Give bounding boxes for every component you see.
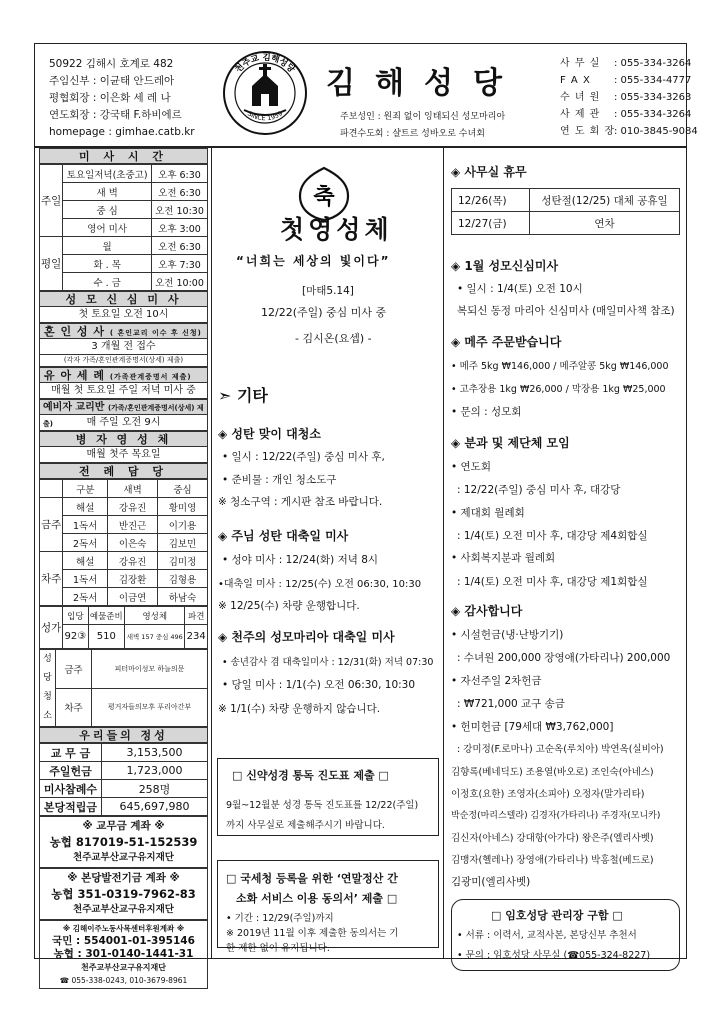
sunday-label: 주일 [40,165,63,237]
thanks-line: 김신자(아네스) 강대항(아가다) 왕은주(엘리사벳) [451,833,654,844]
mass-name: 토요일저녁(초중고) [63,165,152,183]
server: 하남숙 [158,588,208,606]
offerings-table [39,743,208,816]
meju-order-line: • 메주 5kg ₩146,000 / 메주알콩 5kg ₩146,000 [451,361,669,372]
offering-label: 주일헌금 [40,762,102,780]
contact-list [560,55,698,140]
thanks-line: • 시설헌금(냉·난방기기) [451,629,564,641]
sick-title: 병 자 영 성 체 [39,431,208,447]
next-week-label: 차주 [40,552,63,606]
col-head: 중심 [158,480,208,498]
role: 2독서 [63,534,108,552]
role: 1독서 [63,516,108,534]
parish-info [49,56,195,141]
role: 2독서 [63,588,108,606]
thanks-line: : ₩721,000 교구 송금 [457,698,565,710]
servers-table [39,479,208,606]
council-president: 평협회장 : 이은화 세 레 나 [49,92,171,104]
tax-consent-line: ※ 2019년 11월 이후 제출한 동의서는 기 [226,928,399,939]
prep-title: 예비자 교리반 (가족/혼인관계증명서(상세) 제출) [39,399,208,415]
mary-feast-line: • 당일 미사 : 1/1(수) 오전 06:30, 10:30 [222,679,416,691]
seal-bottom-text: SINCE 1959 [245,109,285,123]
contact-rectory: 사 제 관 : 055-334-3264 [560,109,692,120]
tax-consent-line: • 기간 : 12/29(주일)까지 [226,913,334,924]
this-week-label: 금주 [40,498,63,552]
server: 김형용 [158,570,208,588]
closed-date: 12/27(금) [452,212,530,235]
offering-value: 645,697,980 [102,798,208,816]
office-closed-table [451,188,680,235]
mary-feast-line: • 송년감사 겸 대축일미사 : 12/31(화) 저녁 07:30 [222,657,434,668]
mass-time: 오후 7:30 [152,255,208,273]
offering-value: 258명 [102,780,208,798]
mass-name: 중 심 [63,201,152,219]
homepage-link[interactable]: homepage : gimhae.catb.kr [49,126,195,138]
manager-wanted-title: □ 임호성당 관리장 구함 □ [491,909,623,922]
christmas-line: • 성야 미사 : 12/24(화) 저녁 8시 [222,554,379,566]
mass-name: 화 . 목 [63,255,152,273]
hymn-number: 234 [185,625,208,649]
first-sat-title: 성 모 신 심 미 사 [39,291,208,307]
hymn-head: 영성체 [125,607,185,625]
thanks-line: 박순정(마리스텔라) 김경자(가타리나) 주경자(모니카) [451,811,661,821]
scripture-quote: “너희는 세상의 빛이다” [236,254,391,268]
cleanup-line: • 일시 : 12/22(주일) 중심 미사 후, [222,451,385,463]
thanks-line: 김향록(베네딕도) 조용열(바오로) 조인숙(아네스) [451,767,654,778]
weekday-label: 평일 [40,237,63,291]
cleaning-table [39,649,208,727]
infant-info: 매월 첫 토요일 주일 저녁 미사 중 [39,383,208,399]
offering-label: 미사참례수 [40,780,102,798]
development-account: ※ 본당발전기금 계좌 ※ 농협 351-0319-7962-83 천주교부산교구유지재단 [39,868,208,920]
col-head: 구분 [63,480,108,498]
mass-times-table [39,164,208,291]
contact-office: 사 무 실 : 055-334-3264 [560,58,692,69]
thanks-line: 김맹자(헬레나) 장영애(가타리나) 박홍철(베드로) [451,855,654,866]
server: 강유진 [108,498,158,516]
server: 반진근 [108,516,158,534]
meju-order-title: ◈ 메주 주문받습니다 [451,335,562,349]
col-head: 새벽 [108,480,158,498]
hymn-number: 새벽 157 중심 496 [125,625,185,649]
group-meeting-line: : 1/4(토) 오전 미사 후, 대강당 제4회합실 [457,530,648,542]
thanks-line: 이정호(요한) 조영자(소피아) 오정자(말가리타) [451,789,645,800]
bible-reading-title: □ 신약성경 통독 진도표 제출 □ [232,769,389,782]
hymn-number: 92③ [63,625,88,649]
scripture-ref: [마태5.14] [302,285,354,297]
mass-time: 오전 6:30 [152,183,208,201]
server: 김보민 [158,534,208,552]
hymn-head: 예물준비 [88,607,125,625]
cleanup-line: ※ 청소구역 : 게시판 참조 바랍니다. [218,496,383,508]
cleaning-group: 평거자들의모후 푸리아간부 [92,688,208,727]
role: 해설 [63,498,108,516]
closed-reason: 연차 [530,212,680,235]
server: 이금연 [108,588,158,606]
mass-times-title: 미 사 시 간 [39,148,208,164]
mass-name: 수 . 금 [63,273,152,291]
mass-time: 오후 6:30 [152,165,208,183]
thanks-line: 김광미(엘리사벳) [451,876,531,888]
migrant-center-account: ※ 김해이주노동사목센터후원계좌 ※ 국민 : 554001-01-395146 농협 : 301-0140-1441-31 천주교부산교구유지재단 ☎ 055-338-0243, 010-3679-8961 [39,920,208,989]
offering-value: 3,153,500 [102,744,208,762]
group-meetings-title: ◈ 분과 및 제단체 모임 [451,436,570,450]
infant-title: 유 아 세 례 (가족관계증명서 제출) [39,367,208,383]
office-closed-title: ◈ 사무실 휴무 [451,165,527,179]
tax-consent-title-1: □ 국세청 등록을 위한 ‘연말정산 간 [226,872,398,885]
offering-label: 교 무 금 [40,744,102,762]
hymns-label: 성가 [40,607,63,649]
cleanup-line: • 준비물 : 개인 청소도구 [222,474,337,486]
server: 이기용 [158,516,208,534]
left-column [39,148,208,989]
communicant-name: - 김시온(요셉) - [295,332,372,345]
servers-title: 전 례 담 당 [39,463,208,479]
mass-time: 오후 3:00 [152,219,208,237]
offering-value: 1,723,000 [102,762,208,780]
group-meeting-line: • 제대회 월례회 [451,507,525,519]
cleaning-week: 금주 [56,650,92,689]
communion-title: 첫영성체 [280,215,393,244]
offerings-title: 우리들의 정성 [39,727,208,743]
role: 1독서 [63,570,108,588]
jan-mary-mass-title: ◈ 1월 성모신심미사 [451,259,559,273]
hymn-head: 파견 [185,607,208,625]
jan-mary-mass-line: • 일시 : 1/4(토) 오전 10시 [457,283,583,295]
group-meeting-line: • 연도회 [451,461,491,473]
seal-top-text: 천주교 김해성당 [233,52,297,75]
pastor: 주임신부 : 이균태 안드레아 [49,75,175,87]
christmas-title: ◈ 주님 성탄 대축일 미사 [218,529,349,543]
christmas-line: ※ 12/25(수) 차량 운행합니다. [218,600,360,612]
mass-time: 오전 10:30 [152,201,208,219]
mass-name: 새 벽 [63,183,152,201]
manager-wanted-line: • 서류 : 이력서, 교적사본, 본당신부 추천서 [457,930,637,941]
group-meeting-line: : 1/4(토) 오전 미사 후, 대강당 제1회합실 [457,576,648,588]
thanks-line: : 강미정(F.로마나) 고순옥(루치아) 박연옥(실비아) [457,744,664,755]
closed-reason: 성탄절(12/25) 대체 공휴일 [530,189,680,212]
parish-seal-icon [222,50,308,136]
meju-order-line: • 고추장용 1kg ₩26,000 / 막장용 1kg ₩25,000 [451,384,666,395]
tax-consent-title-2: 소화 서비스 이용 동의서’ 제출 □ [236,892,398,905]
server: 강유진 [108,552,158,570]
thanks-line: : 수녀원 200,000 장영애(가타리나) 200,000 [457,652,671,664]
patron-saint: 주보성인 : 원죄 없이 잉태되신 성모마리아 [340,112,506,122]
cleanup-title: ◈ 성탄 맞이 대청소 [218,427,321,441]
communion-mass: 12/22(주일) 중심 미사 중 [261,306,387,319]
marriage-docs: (각자 가족/혼인관계증명서(상세) 제출) [39,355,208,367]
contact-prayer: 연 도 회 장 : 010-3845-9084 [560,126,698,137]
manager-wanted-line: • 문의 : 임호성당 사무실 (☎055-324-8227) [457,950,651,961]
christmas-line: •대축일 미사 : 12/25(수) 오전 06:30, 10:30 [218,579,422,590]
server: 이은숙 [108,534,158,552]
sick-info: 매월 첫주 목요일 [39,447,208,463]
role: 해설 [63,552,108,570]
prayer-president: 연도회장 : 강국태 F.하비에르 [49,109,182,121]
jan-mary-mass-line: 복되신 동정 마리아 신심미사 (매일미사책 참조) [457,305,675,317]
prep-info: 매 주일 오전 9시 [39,415,208,431]
mission-order: 파견수도회 : 샬트르 성바오로 수녀회 [340,129,485,139]
address: 50922 김해시 호계로 482 [49,58,174,70]
misc-heading: ➣ 기타 [218,386,268,405]
contact-convent: 수 녀 원 : 055-334-3263 [560,92,692,103]
server: 황미영 [158,498,208,516]
group-meeting-line: • 사회복지분과 월례회 [451,552,556,564]
first-sat-info: 첫 토요일 오전 10시 [39,307,208,323]
celebrate-char: 축 [313,185,335,210]
cleaning-group: 피터마이성모 하늘의문 [92,650,208,689]
closed-date: 12/26(목) [452,189,530,212]
mary-feast-title: ◈ 천주의 성모마리아 대축일 미사 [218,630,395,644]
mass-time: 오전 10:00 [152,273,208,291]
meju-order-line: • 문의 : 성모회 [451,406,522,418]
contact-fax: F A X : 055-334-4777 [560,75,692,86]
mass-name: 월 [63,237,152,255]
cleaning-week: 차주 [56,688,92,727]
mass-name: 영어 미사 [63,219,152,237]
mass-time: 오전 6:30 [152,237,208,255]
server: 김장환 [108,570,158,588]
group-meeting-line: : 12/22(주일) 중심 미사 후, 대강당 [457,484,621,496]
marriage-info: 3 개월 전 접수 [39,339,208,355]
church-name: 김해성당 [326,66,522,101]
bible-reading-line: 9월~12월분 성경 통독 진도표를 12/22(주일) [226,800,419,811]
hymns-table [39,606,208,649]
tax-consent-line: 한 제한 없이 유지됩니다. [226,943,330,954]
thanks-line: • 자선주일 2차헌금 [451,675,542,687]
server: 김미정 [158,552,208,570]
hymn-head: 입당 [63,607,88,625]
hymn-number: 510 [88,625,125,649]
bible-reading-line: 까지 사무실로 제출해주시기 바랍니다. [226,820,385,831]
marriage-title: 혼 인 성 사 ( 혼인교리 이수 후 신청) [39,323,208,339]
tithe-account: ※ 교무금 계좌 ※ 농협 817019-51-152539 천주교부산교구유지재단 [39,816,208,868]
offering-label: 본당적립금 [40,798,102,816]
cleaning-label: 성당청소 [40,650,56,727]
mary-feast-line: ※ 1/1(수) 차량 운행하지 않습니다. [218,703,381,715]
thanks-title: ◈ 감사합니다 [451,604,523,618]
thanks-line: • 헌미헌금 [79세대 ₩3,762,000] [451,721,614,733]
